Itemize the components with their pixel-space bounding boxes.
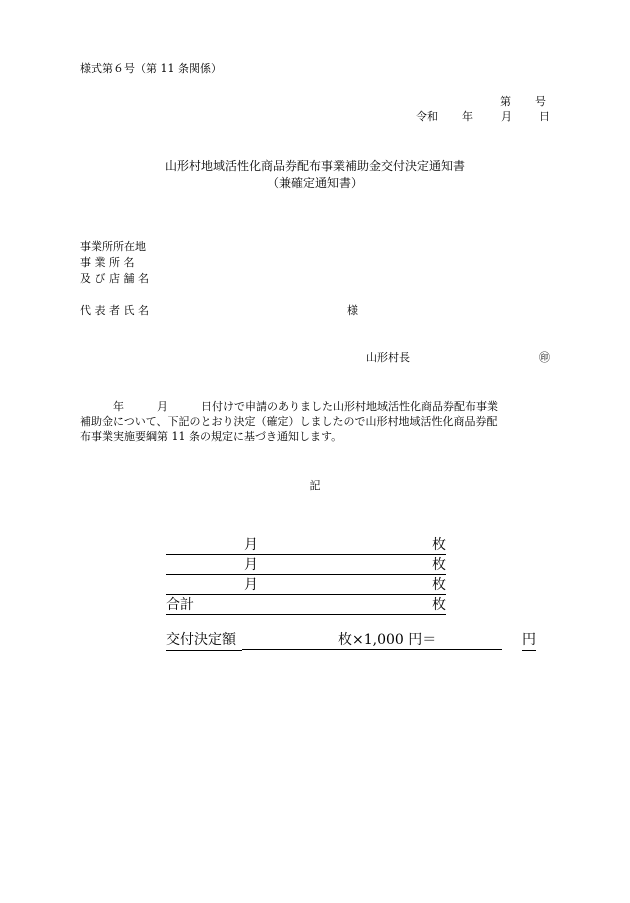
honorific: 様 [347, 304, 358, 317]
body-line: 布事業実施要綱第 11 条の規定に基づき通知します。 [80, 430, 343, 443]
document-subtitle: （兼確定通知書） [266, 176, 363, 190]
body-line: 補助金について、下記のとおり決定（確定）しましたので山形村地域活性化商品券配 [80, 415, 498, 428]
representative-label: 代 表 者 氏 名 [80, 304, 149, 317]
total-row [166, 595, 446, 615]
seal-mark: ㊞ [539, 351, 550, 364]
month-row [166, 535, 446, 555]
document-title: 山形村地域活性化商品券配布事業補助金交付決定通知書 [164, 159, 465, 173]
issue-number-prefix: 第 [500, 95, 511, 108]
sheet-unit: 枚 [432, 537, 446, 553]
month-row [166, 575, 446, 595]
form-label: 様式第６号（第 11 条関係） [80, 62, 222, 75]
issue-date-year: 年 [462, 110, 473, 123]
sheet-unit: 枚 [432, 597, 446, 613]
month-label: 月 [244, 577, 258, 593]
grant-amount-row [166, 631, 536, 650]
business-name-label: 事 業 所 名 [80, 256, 135, 269]
issue-date [416, 110, 550, 124]
grant-amount-label: 交付決定額 [166, 631, 242, 651]
body-text [80, 399, 550, 444]
month-label: 月 [244, 557, 258, 573]
store-name-label: 及 び 店 舗 名 [80, 272, 149, 285]
issue-number-suffix: 号 [535, 95, 546, 108]
issue-date-era: 令和 [416, 110, 438, 123]
total-label: 合計 [166, 597, 194, 613]
issue-date-month: 月 [501, 110, 512, 123]
grant-amount-formula: 枚×1,000 円＝ [338, 632, 437, 648]
issue-date-day: 日 [539, 110, 550, 123]
grant-amount-unit: 円 [522, 631, 536, 651]
record-heading: 記 [309, 479, 321, 492]
sender-name: 山形村長 [366, 351, 410, 364]
sheet-unit: 枚 [432, 577, 446, 593]
month-row [166, 555, 446, 575]
issue-number [500, 95, 546, 109]
month-label: 月 [244, 537, 258, 553]
sheet-unit: 枚 [432, 557, 446, 573]
body-line: 年 月 日付けで申請のありました山形村地域活性化商品券配布事業 [80, 400, 498, 413]
address-label: 事業所所在地 [80, 240, 146, 253]
